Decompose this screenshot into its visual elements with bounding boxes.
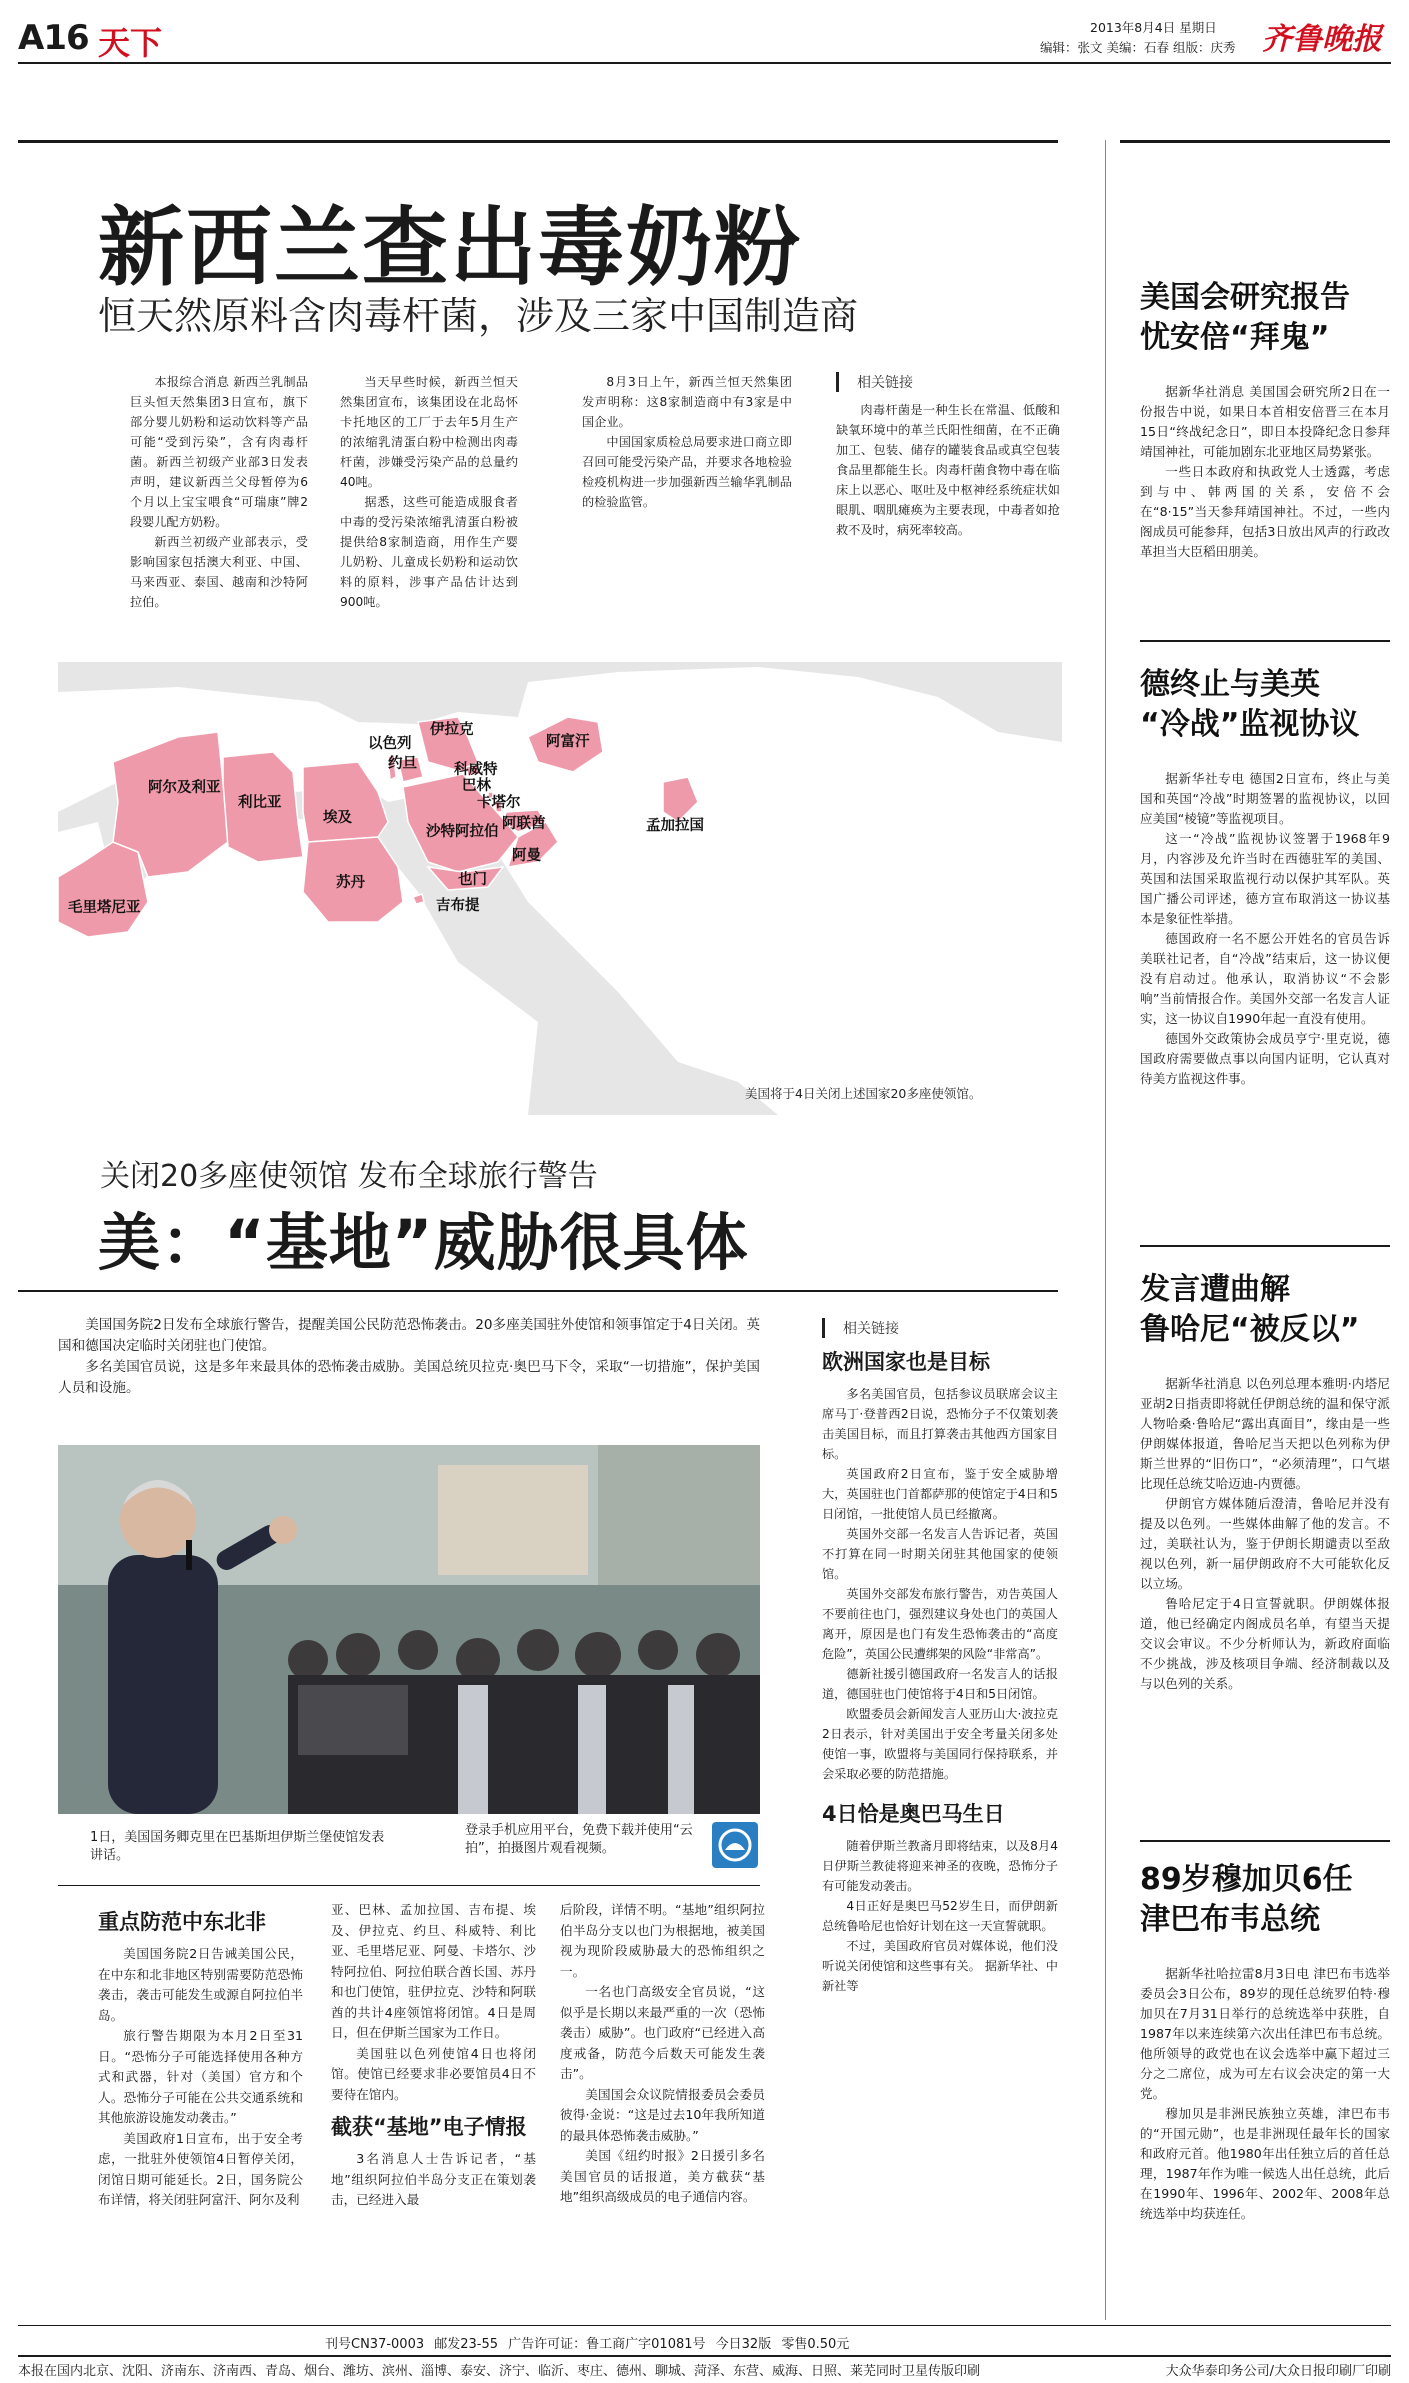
story-top-rule [18,140,1058,143]
story1-headline: 新西兰查出毒奶粉 [98,198,802,298]
related-link-text: 肉毒杆菌是一种生长在常温、低酸和缺氧环境中的革兰氏阳性细菌，在不正确加工、包装、储存的罐装食品或真空包装食品里都能生长。肉毒杆菌食物中毒在临床上以恶心、呕吐及中枢神经系统症状如眼肌、咽肌瘫痪为主要表现，中毒者如抢救不及时，病死率较高。 [836,403,1060,537]
story2-paragraph: 美国驻以色列使馆4日也将闭馆。使馆已经要求非必要馆员4日不要待在馆内。 [331,2045,536,2102]
printer-name: 大众华泰印务公司/大众日报印刷厂印刷 [1165,2364,1391,2379]
right-story-paragraph: 德国外交政策协会成员亨宁·里克说，德国政府需要做点事以向国内证明，它认真对待美方监视这件事。 [1140,1031,1390,1086]
publication-date: 2013年8月4日 星期日 [1090,20,1217,35]
section-name: 天下 [98,24,163,62]
right-story-title [1140,1860,1390,1940]
editor-credits: 编辑：张文 美编：石春 组版：庆秀 [1040,40,1236,55]
sidebar-paragraph: 英国政府2日宣布，鉴于安全威胁增大，英国驻也门首都萨那的使馆定于4日和5日闭馆，一批使馆人员已经撤离。 [822,1467,1058,1521]
sidebar-paragraph: 多名美国官员，包括参议员联席会议主席马丁·登普西2日说，恐怖分子不仅策划袭击美国目标，而且打算袭击其他西方国家目标。 [822,1387,1058,1461]
photo-bottom-rule [58,1885,760,1886]
masthead-rule [18,62,1391,64]
right-column-divider [1105,140,1106,2320]
right-story-3 [1140,1270,1390,1694]
right-top-rule [1120,140,1390,143]
sidebar-paragraph: 德新社援引德国政府一名发言人的话报道，德国驻也门使馆将于4日和5日闭馆。 [822,1667,1058,1701]
story1-paragraph: 中国国家质检总局要求进口商立即召回可能受污染产品，并要求各地检验检疫机构进一步加强新西兰输华乳制品的检验监管。 [582,435,792,509]
section-heading-key-regions: 重点防范中东北非 [98,1910,266,1934]
story1-paragraph: 本报综合消息 新西兰乳制品巨头恒天然集团3日宣布，旗下部分婴儿奶粉和运动饮料等产品可能“受到污染”，含有肉毒杆菌。新西兰初级产业部3日发表声明，建议新西兰父母暂停为6个月以上宝宝喂食“可瑞康”牌2段婴儿配方奶粉。 [130,375,308,529]
sidebar-paragraph: 4日正好是奥巴马52岁生日，而伊朗新总统鲁哈尼也恰好计划在这一天宣誓就职。 [822,1899,1058,1933]
story2-lead [58,1315,760,1399]
story2-paragraph: 3名消息人士告诉记者，“基地”组织阿拉伯半岛分支正在策划袭击，已经进入最 [331,2151,536,2207]
right-story-rule [1140,1840,1390,1842]
map-label-iraq: 伊拉克 [430,722,474,738]
story2-lead-paragraph: 多名美国官员说，这是多年来最具体的恐怖袭击威胁。美国总统贝拉克·奥巴马下令，采取“一切措施”，保护美国人员和设施。 [58,1359,760,1396]
right-story-rule [1140,640,1390,642]
footer-rule-bottom [18,2355,1391,2357]
map-label-saudi-arabia: 沙特阿拉伯 [426,824,499,840]
story1-column-3 [582,372,792,512]
title-line: 忧安倍“拜鬼” [1140,320,1330,355]
story2-paragraph: 美国政府1日宣布，出于安全考虑，一批驻外使领馆4日暂停关闭，闭馆日期可能延长。2日，国务院公布详情，将关闭驻阿富汗、阿尔及利 [98,2130,303,2207]
story2-paragraph: 亚、巴林、孟加拉国、吉布提、埃及、伊拉克、约旦、科威特、利比亚、毛里塔尼亚、阿曼、卡塔尔、沙特阿拉伯、阿拉伯联合酋长国、苏丹和也门使馆，驻伊拉克、沙特和阿联酋的共计4座领馆将闭馆。4日是周日，但在伊斯兰国家为工作日。 [331,1902,536,2040]
right-story-paragraph: 据新华社消息 美国国会研究所2日在一份报告中说，如果日本首相安倍晋三在本月15日“终战纪念日”，即日本投降纪念日参拜靖国神社，可能加剧东北亚地区局势紧张。 [1140,384,1390,459]
title-line: 美国会研究报告 [1140,280,1350,315]
sidebar-paragraph: 英国外交部一名发言人告诉记者，英国不打算在同一时期关闭驻其他国家的使领馆。 [822,1527,1058,1581]
map-label-algeria: 阿尔及利亚 [148,780,221,796]
right-story-title [1140,278,1390,358]
right-story-title [1140,1270,1390,1350]
print-sites: 本报在国内北京、沈阳、济南东、济南西、青岛、烟台、潍坊、滨州、淄博、泰安、济宁、临沂、枣庄、德州、聊城、菏泽、东营、威海、日照、莱芜同时卫星传版印刷 [18,2364,981,2379]
middle-east-map [58,662,1062,1115]
right-story-2 [1140,665,1390,1089]
story2-paragraph: 美国《纽约时报》2日援引多名美国官员的话报道，美方截获“基地”组织高级成员的电子通信内容。 [560,2148,765,2204]
sidebar-heading-europe: 欧洲国家也是目标 [822,1350,990,1374]
right-story-rule [1140,1245,1390,1247]
story2-column-2 [331,1900,536,2211]
map-label-qatar: 卡塔尔 [477,795,521,811]
qr-caption: 登录手机应用平台，免费下载并使用“云拍”，拍摄图片观看视频。 [465,1823,693,1856]
right-story-paragraph: 鲁哈尼定于4日宣誓就职。伊朗媒体报道，他已经确定内阁成员名单，有望当天提交议会审议。不少分析师认为，新政府面临不少挑战，涉及核项目争端、经济制裁以及与以色列的关系。 [1140,1596,1390,1691]
related-link-label: 相关链接 [836,372,1060,392]
newspaper-logo: 齐鲁晚报 [1262,22,1382,57]
story1-subheadline: 恒天然原料含肉毒杆菌，涉及三家中国制造商 [98,294,859,338]
map-label-oman: 阿曼 [512,848,541,864]
story2-column-1 [98,1900,303,2211]
photo-caption: 1日，美国国务卿克里在巴基斯坦伊斯兰堡使馆发表讲话。 [90,1830,385,1863]
right-story-paragraph: 伊朗官方媒体随后澄清，鲁哈尼并没有提及以色列。一些媒体曲解了他的发言。不过，美联社认为，鉴于伊朗长期谴责以至敌视以色列，新一届伊朗政府不大可能软化反以立场。 [1140,1496,1390,1591]
right-story-paragraph: 据新华社哈拉雷8月3日电 津巴布韦选举委员会3日公布，89岁的现任总统罗伯特·穆加贝在7月31日举行的总统选举中获胜，自1987年以来连续第六次出任津巴布韦总统。他所领导的政党也在议会选举中赢下超过三分之二席位，成为可左右议会决定的第一大党。 [1140,1966,1390,2101]
right-story-paragraph: 据新华社专电 德国2日宣布，终止与美国和英国“冷战”时期签署的监视协议，以回应美国“棱镜”等监视项目。 [1140,771,1390,826]
map-label-egypt: 埃及 [323,810,352,826]
story2-paragraph: 旅行警告期限为本月2日至31日。“恐怖分子可能选择使用各种方式和武器，针对（美国）官方和个人。恐怖分子可能在公共交通系统和其他旅游设施发动袭击。” [98,2028,303,2125]
story2-sidebar [822,1318,1058,1996]
right-story-paragraph: 这一“冷战”监视协议签署于1968年9月，内容涉及允许当时在西德驻军的美国、英国和法国采取监视行动以保护其军队。英国广播公司评述，德方宣布取消这一协议基本是象征性举措。 [1140,831,1390,926]
title-line: 津巴布韦总统 [1140,1902,1320,1937]
kerry-speech-photo [58,1445,760,1814]
story2-paragraph: 后阶段，详情不明。“基地”组织阿拉伯半岛分支以也门为根据地，被美国视为现阶段威胁最大的恐怖组织之一。 [560,1902,765,1979]
map-label-djibouti: 吉布提 [436,898,480,914]
story1-column-2 [340,372,518,612]
sidebar-paragraph: 不过，美国政府官员对媒体说，他们没听说关闭使馆和这些事有关。 据新华社、中新社等 [822,1939,1058,1993]
story2-lead-paragraph: 美国国务院2日发布全球旅行警告，提醒美国公民防范恐怖袭击。20多座美国驻外使馆和领事馆定于4日关闭。英国和德国决定临时关闭驻也门使馆。 [58,1317,760,1354]
right-story-paragraph: 穆加贝是非洲民族独立英雄，津巴布韦的“开国元勋”，也是非洲现任最年长的国家和政府元首。他1980年出任独立后的首任总理，1987年作为唯一候选人出任总统，此后在1990年、1996年、2002年、2008年总统选举中均获连任。 [1140,2106,1390,2221]
story1-column-1 [130,372,308,612]
right-story-paragraph: 德国政府一名不愿公开姓名的官员告诉美联社记者，自“冷战”结束后，这一协议便没有启动过。他承认，取消协议“不会影响”当前情报合作。美国外交部一名发言人证实，这一协议自1990年起一直没有使用。 [1140,931,1390,1026]
right-story-1 [1140,278,1390,562]
map-caption: 美国将于4日关闭上述国家20多座使领馆。 [745,1086,982,1101]
title-line: 鲁哈尼“被反以” [1140,1312,1360,1347]
right-story-paragraph: 据新华社消息 以色列总理本雅明·内塔尼亚胡2日指责即将就任伊朗总统的温和保守派人物哈桑·鲁哈尼“露出真面目”，缘由是一些伊朗媒体报道，鲁哈尼当天把以色列称为伊斯兰世界的“旧伤口”，“必须清理”，口气堪比现任总统艾哈迈迪-内贾德。 [1140,1376,1390,1491]
publication-info: 刊号CN37-0003 邮发23-55 广告许可证：鲁工商广字01081号 今日32版 零售0.50元 [325,2337,850,2352]
title-line: 89岁穆加贝6任 [1140,1862,1353,1897]
story1-paragraph: 当天早些时候，新西兰恒天然集团宣布，该集团设在北岛怀卡托地区的工厂于去年5月生产的浓缩乳清蛋白粉中检测出肉毒杆菌，涉嫌受污染产品的总量约40吨。 [340,375,518,489]
section-heading-intercept: 截获“基地”电子情报 [331,2115,527,2139]
title-line: 德终止与美英 [1140,667,1320,702]
sidebar-paragraph: 英国外交部发布旅行警告，劝告英国人不要前往也门，强烈建议身处也门的英国人离开，原因是也门有发生恐怖袭击的“高度危险”，英国公民遭绑架的风险“非常高”。 [822,1587,1058,1661]
sidebar-paragraph: 随着伊斯兰教斋月即将结束，以及8月4日伊斯兰教徒将迎来神圣的夜晚，恐怖分子有可能发动袭击。 [822,1839,1058,1893]
title-line: 发言遭曲解 [1140,1272,1290,1307]
story2-paragraph: 美国国务院2日告诫美国公民，在中东和北非地区特别需要防范恐怖袭击，袭击可能发生或源自阿拉伯半岛。 [98,1946,303,2023]
footer-bar [0,2360,1409,2383]
page-number: A16 [18,18,89,58]
right-story-4 [1140,1860,1390,2224]
sidebar-heading-birthday: 4日恰是奥巴马生日 [822,1802,1005,1826]
story2-paragraph: 美国国会众议院情报委员会委员彼得·金说：“这是过去10年我所知道的最具体恐怖袭击威胁。” [560,2086,765,2143]
cloud-camera-icon [712,1822,758,1868]
map-label-uae: 阿联酋 [502,816,546,832]
story1-paragraph: 据悉，这些可能造成服食者中毒的受污染浓缩乳清蛋白粉被提供给8家制造商，用作生产婴儿奶粉、儿童成长奶粉和运动饮料的原料，涉事产品估计达到900吨。 [340,495,518,609]
right-story-title [1140,665,1390,745]
map-label-libya: 利比亚 [238,795,282,811]
title-line: “冷战”监视协议 [1140,707,1360,742]
story2-rule [18,1290,1058,1292]
right-story-paragraph: 一些日本政府和执政党人士透露，考虑到与中、韩两国的关系，安倍不会在“8·15”当天参拜靖国神社。不过，一些内阁成员可能参拜，包括3日放出风声的行政改革担当大臣稻田朋美。 [1140,464,1390,559]
story2-paragraph: 一名也门高级安全官员说，“这似乎是长期以来最严重的一次（恐怖袭击）威胁”。也门政府“已经进入高度戒备，防范今后数天可能发生袭击”。 [560,1984,765,2081]
map-label-israel: 以色列 [368,736,412,752]
map-label-mauritania: 毛里塔尼亚 [68,900,141,916]
map-label-bangladesh: 孟加拉国 [646,818,704,834]
map-label-yemen: 也门 [458,872,487,888]
related-link-box [836,372,1060,540]
map-graphic [58,662,1062,1115]
map-label-bahrain: 巴林 [462,778,491,794]
sidebar-paragraph: 欧盟委员会新闻发言人亚历山大·波拉克2日表示，针对美国出于安全考量关闭多处使馆一事，欧盟将与美国同行保持联系，并会采取必要的防范措施。 [822,1707,1058,1781]
map-label-jordan: 约旦 [388,756,417,772]
map-label-sudan: 苏丹 [336,875,365,891]
footer-rule [18,2325,1391,2326]
story2-headline: 美：“基地”威胁很具体 [98,1206,749,1279]
qr-app-icon[interactable] [712,1822,758,1868]
map-label-afghanistan: 阿富汗 [546,734,590,750]
photo-illustration [58,1445,760,1814]
story1-paragraph: 新西兰初级产业部表示，受影响国家包括澳大利亚、中国、马来西亚、泰国、越南和沙特阿拉伯。 [130,535,308,609]
map-label-kuwait: 科威特 [454,762,498,778]
related-link-label: 相关链接 [822,1318,1058,1338]
story1-paragraph: 8月3日上午，新西兰恒天然集团发声明称：这8家制造商中有3家是中国企业。 [582,375,792,429]
story2-kicker: 关闭20多座使领馆 发布全球旅行警告 [100,1159,598,1194]
story2-column-3 [560,1900,765,2208]
